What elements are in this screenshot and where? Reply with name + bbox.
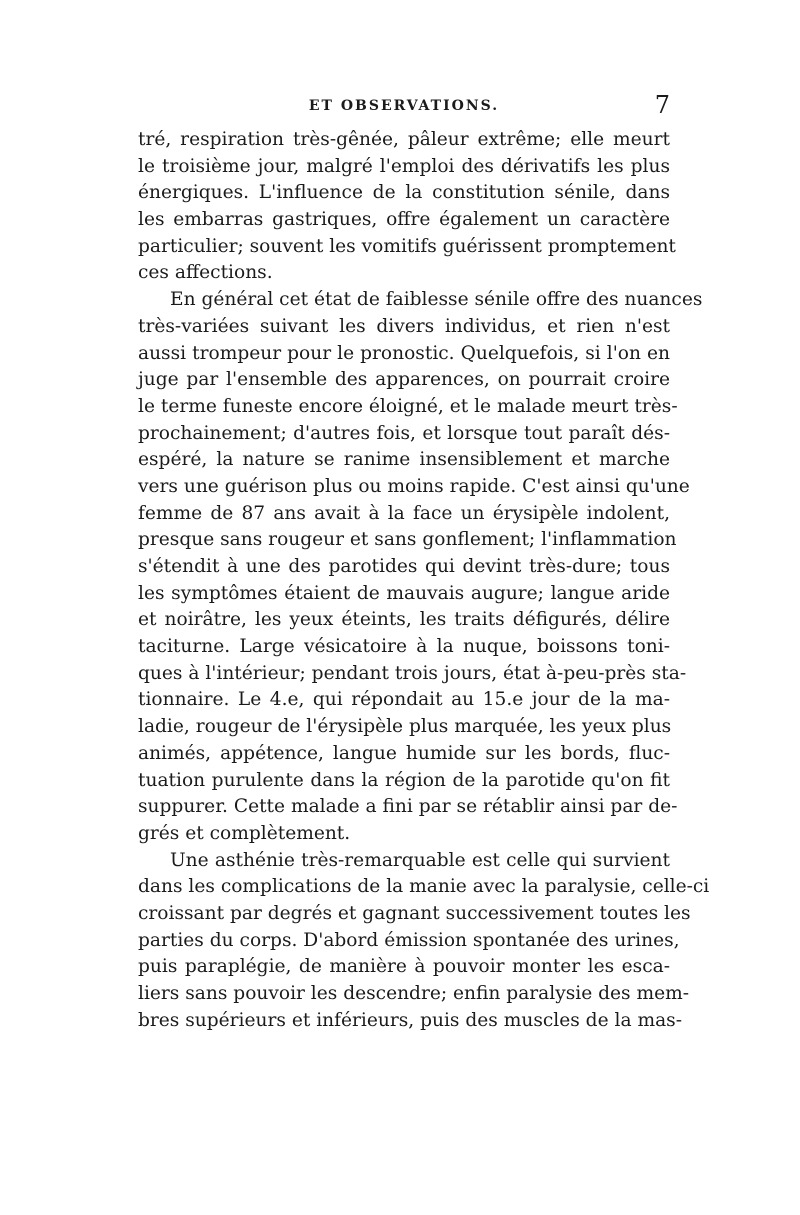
text-line: liers sans pouvoir les descendre; enfin paralysie des mem- [138, 983, 690, 1004]
text-line: le terme funeste encore éloigné, et le malade meurt très- [138, 395, 678, 417]
text-line: s'étendit à une des parotides qui devint très-dure; tous [138, 556, 670, 577]
paragraph [138, 287, 703, 847]
text-line: En général cet état de faiblesse sénile offre des nuances [170, 289, 703, 311]
text-line: bres supérieurs et inférieurs, puis des muscles de la mas- [138, 1009, 682, 1031]
body-text [138, 127, 710, 1034]
text-line: presque sans rougeur et sans gonflement; l'inflammation [138, 529, 677, 551]
page-number: 7 [654, 91, 670, 119]
text-line: suppurer. Cette malade a fini par se rétablir ainsi par de- [138, 796, 678, 818]
text-line: énergiques. L'influence de la constitution sénile, dans [138, 182, 670, 204]
text-line: le troisième jour, malgré l'emploi des dérivatifs les plus [138, 155, 670, 177]
running-title: ET OBSERVATIONS. [308, 98, 500, 114]
paragraph [138, 848, 710, 1035]
text-line: dans les complications de la manie avec la paralysie, celle-ci [138, 876, 710, 898]
text-line: espéré, la nature se ranime insensiblement et marche [138, 449, 670, 471]
text-line: particulier; souvent les vomitifs guérissent promptement [138, 235, 676, 257]
text-line: Une asthénie très-remarquable est celle qui survient [170, 849, 670, 871]
text-line: croissant par degrés et gagnant successivement toutes les [138, 902, 691, 924]
text-line: les embarras gastriques, offre également un caractère [138, 209, 670, 231]
text-line: animés, appétence, langue humide sur les bords, fluc- [138, 742, 670, 764]
text-line: ques à l'intérieur; pendant trois jours, état à-peu-près sta- [138, 662, 687, 684]
paragraph [138, 127, 676, 287]
text-line: juge par l'ensemble des apparences, on pourrait croire [138, 369, 670, 391]
text-line: tionnaire. Le 4.e, qui répondait au 15.e jour de la ma- [138, 689, 670, 711]
text-line: parties du corps. D'abord émission spontanée des urines, [138, 929, 680, 951]
text-line: tré, respiration très-gênée, pâleur extrême; elle meurt [138, 129, 670, 150]
text-line: aussi trompeur pour le pronostic. Quelquefois, si l'on en [138, 342, 670, 364]
text-line: femme de 87 ans avait à la face un érysipèle indolent, [138, 502, 670, 524]
text-line: ladie, rougeur de l'érysipèle plus marquée, les yeux plus [138, 716, 672, 738]
text-line: prochainement; d'autres fois, et lorsque tout paraît dés- [138, 422, 670, 444]
text-line: grés et complètement. [138, 822, 351, 844]
text-line: puis paraplégie, de manière à pouvoir monter les esca- [138, 956, 670, 978]
text-line: très-variées suivant les divers individus, et rien n'est [138, 315, 670, 337]
text-line: et noirâtre, les yeux éteints, les traits défigurés, délire [138, 609, 670, 631]
text-line: ces affections. [138, 262, 273, 284]
text-line: tuation purulente dans la région de la parotide qu'on fit [138, 769, 670, 791]
page-header [138, 92, 670, 122]
text-line: vers une guérison plus ou moins rapide. C'est ainsi qu'une [138, 475, 690, 497]
text-line: taciturne. Large vésicatoire à la nuque, boissons toni- [138, 636, 670, 658]
text-line: les symptômes étaient de mauvais augure; langue aride [138, 582, 670, 604]
